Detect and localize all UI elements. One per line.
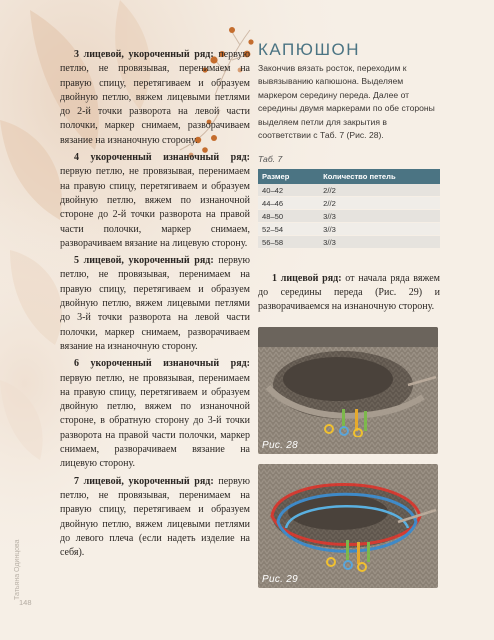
row-7-paragraph: [60, 475, 250, 561]
row-4-paragraph: [60, 151, 250, 251]
count-cell: 3//3: [309, 223, 440, 236]
figure-29-photo: [258, 464, 438, 588]
count-cell: 3//3: [309, 236, 440, 249]
header-size: Размер: [258, 169, 309, 184]
figure-29-label: Рис. 29: [262, 574, 299, 585]
row-5-heading: 5 лицевой, укороченный ряд:: [74, 255, 214, 267]
row-3-paragraph: [60, 48, 250, 148]
header-stitch-count: Количество петель: [309, 169, 440, 184]
count-cell: 2//2: [309, 184, 440, 197]
row-6-body: первую петлю, не провязывая, перенимаем на правую спицу, перетягиваем и образуем двойную петлю, вяжем по изнаночной стороне, в обратную сторону до 3-й точки разворота на правой части полочки, маркер снимаем, разворачиваем вязание на лицевую сторону.: [60, 372, 250, 470]
knitted-neckline-image: [258, 327, 438, 454]
figure-28-photo: [258, 327, 438, 454]
size-cell: 48–50: [258, 210, 309, 223]
size-cell: 40–42: [258, 184, 309, 197]
table-row: [258, 223, 440, 236]
section-title: КАПЮШОН: [258, 40, 361, 59]
table-header-row: [258, 169, 440, 184]
sizes-table: [258, 169, 440, 249]
row-1-body: от начала ряда вяжем до середины переда (Рис. 29) и разворачиваемся на изнаночную сторону.: [258, 273, 440, 312]
row-1-paragraph: [258, 272, 440, 313]
count-cell: 2//2: [309, 197, 440, 210]
table-row: [258, 236, 440, 249]
row-7-body: первую петлю, не провязывая, перенимаем на правую спицу, перетягиваем и образуем двойную петлю, вяжем лицевыми петлями до левого плеча (если надеть изделие на себя).: [60, 475, 250, 559]
row-6-paragraph: [60, 357, 250, 471]
right-column: [258, 40, 440, 249]
size-cell: 56–58: [258, 236, 309, 249]
row-5-paragraph: [60, 254, 250, 354]
size-cell: 52–54: [258, 223, 309, 236]
count-cell: 3//3: [309, 210, 440, 223]
row-6-heading: 6 укороченный изнаночный ряд:: [74, 358, 250, 370]
row-4-body: первую петлю, не провязывая, перенимаем на правую спицу, перетягиваем и образуем двойную петлю, вяжем по изнаночной стороне до 2-й точки разворота на правой части полочки, маркер снимаем, разворачиваем вязание на лицевую сторону.: [60, 166, 250, 249]
size-cell: 44–46: [258, 197, 309, 210]
row-5-body: первую петлю, не провязывая, перенимаем на правую спицу, перетягиваем и образуем двойную петлю, вяжем лицевыми петлями до 3-й точки разворота на левой части полочки, маркер снимаем, разворачиваем вязание на изнаночную сторону.: [60, 255, 250, 352]
row-3-body: первую петлю, не провязывая, перенимаем на правую спицу, перетягиваем и образуем двойную петлю, вяжем лицевыми петлями до 2-й точки разворота на левой части полочки, маркер снимаем, разворачиваем вязание на изнаночную сторону.: [60, 49, 250, 146]
section-intro: Закончив вязать росток, переходим к вывязыванию капюшона. Выделяем маркером середину переда. Далее от середины двумя маркерами по обе стороны выделяем петли для закрытия в соответствии с Таб. 7 (Рис. 28).: [258, 63, 435, 141]
left-column-instructions: [60, 48, 250, 563]
author-name: Татьяна Одинцова: [14, 539, 21, 600]
knitted-hood-start-image: [258, 464, 438, 588]
table-row: [258, 197, 440, 210]
page-number: 148: [19, 598, 32, 607]
table-caption: Таб. 7: [258, 154, 283, 165]
table-row: [258, 184, 440, 197]
row-7-heading: 7 лицевой, укороченный ряд:: [74, 475, 214, 487]
figure-28-label: Рис. 28: [262, 440, 299, 451]
row-3-heading: 3 лицевой, укороченный ряд:: [74, 49, 214, 60]
row-1-heading: 1 лицевой ряд:: [272, 273, 342, 284]
row-4-heading: 4 укороченный изнаночный ряд:: [74, 152, 250, 164]
table-row: [258, 210, 440, 223]
